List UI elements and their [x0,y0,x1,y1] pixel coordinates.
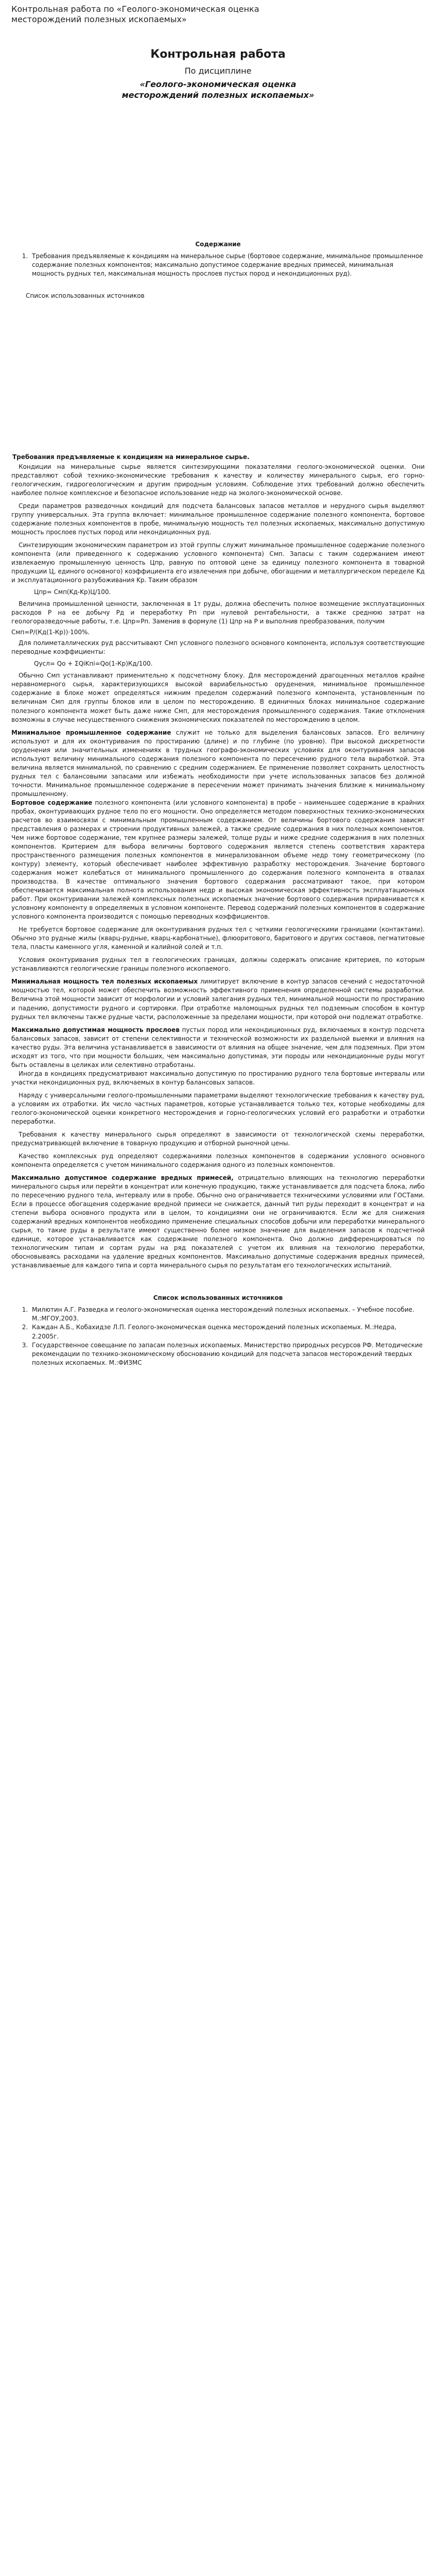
paragraph: Минимальная мощность тел полезных ископаемых лимитирует включение в контур запасов сечений с недостаточной мощностью тел, которой может обеспечить возможность эффективного применения определенной системы разработки. Величина этой мощности зависит от морфологии и условий залегания рудных тел, минимальной мощности по простиранию и падению, допустимости рудного и сортировки. При отработке маломощных рудных тел подземным способом в контур рудных тел включены также рудные части, расположенные за пределами мощности, при которой они подлежат отработке. [11,978,425,1021]
main-content [11,453,425,1270]
paragraph: Бортовое содержание полезного компонента (или условного компонента) в пробе – наименьшее содержание в крайних пробах, оконтуривающих рудное тело по его мощности. Оно определяется методом поверхностных технико-экономических расчетов во взаимосвязи с минимальным промышленным содержанием. От величины бортового содержания зависят представления о размерах и строении продуктивных залежей, а также средние содержания в них полезных компонентов. Чем ниже бортовое содержание, тем крупнее размеры залежей, толще руды и ниже средние содержания в них полезных компонентов. Критерием для выбора величины бортового содержания является степень соответствия характера пространственного размещения полезных компонентов в минерализованном объеме недр тому геометрическому (по контуру) элементу, который обеспечивает наиболее эффективную разработку месторождения. Значение бортового содержания может колебаться от минимального промышленного до содержания полезного компонента в отвалах производства. В качестве оптимального значения бортового содержания рассматривают такое, при котором обеспечивается максимальная полнота использования недр и высокая экономическая эффективность эксплуатационных работ. При оконтуривании залежей комплексных полезных ископаемых значение бортового содержания приравнивается к условному компоненту в определяемых в условном компоненте. Перевод содержаний полезных компонентов в содержание условного компонента производится с помощью переводных коэффициентов. [11,799,425,921]
paragraph: Качество комплексных руд определяют содержаниями полезных компонентов в содержании условного основного компонента определяется с учетом минимального содержания одного из полезных компонентов. [11,1152,425,1169]
source-item: 3. Государственное совещание по запасам полезных ископаемых. Министерство природных ресурсов РФ. Методические рекомендации по технико-экономическому обоснованию кондиций для подсчета запасов месторождений твердых полезных ископаемых. М.:ФИЗМС [30,1341,425,1367]
document-header [11,4,425,25]
paragraph: Минимальное промышленное содержание служит не только для выделения балансовых запасов. Его величину используют и для их оконтуривания по простиранию (длине) и по глубине (по уровню). При высокой дискретности оруденения или значительных изменениях в трудных географо-экономических условиях для оконтуривания запасов используют величину минимального содержания полезного компонента по пересечению рудного тела выработкой. Эта величина является минимальной, по сравнению с средним содержанием. Ее применение позволяет сохранить целостность рудных тел с балансовыми запасами или избежать необходимости при учете использованных запасов без должной точности. Минимальное промышленное содержание в пересечении может принимать значения близкие к минимальному промышленному. [11,728,425,798]
term: Минимальное промышленное содержание [11,728,171,736]
paragraph: Наряду с универсальными геолого-промышленными параметрами выделяют технологические требования к качеству руд, а условиям их отработки. Их число частных параметров, которые устанавливается только тех, которые необходимы для геолого-экономической оценки конкретного месторождения и горно-геологических условий его разработки и отработки переработки. [11,1091,425,1125]
paragraph: Синтезирующим экономическим параметром из этой группы служит минимальное промышленное содержание полезного компонента (или приведенного к содержанию условного компонента) Cмп. Запасы с таким содержанием имеют извлекаемую промышленную ценность Цпр, равную по оптовой цене за единицу полезного компонента в товарной продукции Ц, единого основного) коэффициента его извлечения при добыче, обогащении и металлургическом переделе Kд и эксплуатационного разубоживания Kр. Таким образом [11,541,425,584]
document-topic: «Геолого-экономическая оценка месторождений полезных ископаемых» [121,79,315,100]
paragraph: Не требуется бортовое содержание для оконтуривания рудных тел с четкими геологическими границами (контактами). Обычно это рудные жилы (кварц-рудные, кварц-карбонатные), флюоритового, баритового и других составов, пегматитовые тела, пласты каменного угля, каменной и калийной солей и т.п. [11,926,425,951]
toc-list [11,252,425,278]
document-subject: По дисциплине [184,66,252,76]
toc-title: Содержание [195,240,241,248]
paragraph: Для полиметаллических руд рассчитывают Cмп условного полезного основного компонента, используя соответствующие переводные коэффициенты: [11,639,425,656]
formula: Цпр= Cмп(Kд-Kр)Ц/100. [34,588,111,596]
paragraph: Среди параметров разведочных кондиций для подсчета балансовых запасов металлов и нерудного сырья выделяют группу универсальных. Эта группа включает: минимальное промышленное содержание полезного компонента, бортовое содержание полезных компонентов в пробе, минимальную мощность тел полезных ископаемых, максимально допустимую мощность прослоев пустых пород или некондиционных руд. [11,502,425,536]
document-title: Контрольная работа [150,48,286,61]
term: Максимально допустимое содержание вредных примесей, [11,1174,234,1182]
source-item: 1. Милютин А.Г. Разведка и геолого-экономическая оценка месторождений полезных ископаемых. – Учебное пособие. М.:МГОУ,2003. [30,1306,425,1323]
paragraph: Кондиции на минеральные сырье является синтезирующими показателями геолого-экономической оценки. Они представляют собой технико-экономические требования к качеству и количеству минерального сырья, его горно-геологическим, гидрогеологическим и другим природным условиям. Соблюдение этих требований должно обеспечить наиболее полное комплексное и безопасное использование недр на эколого-экономической основе. [11,463,425,497]
paragraph: Условия оконтуривания рудных тел в геологических границах, должны содержать описание критериев, по которым устанавливаются геологические границы полезного ископаемого. [11,956,425,973]
header-line-2: месторождений полезных ископаемых» [11,14,187,24]
title-block [11,46,425,101]
paragraph: Иногда в кондициях предусматривают максимально допустимую по простиранию рудного тела бортовые интервалы или участки некондиционных руд, включаемых в контур балансовых запасов. [11,1070,425,1086]
paragraph: Максимально допустимая мощность прослоев пустых пород или некондиционных руд, включаемых в контур подсчета балансовых запасов, зависит от степени селективности и технической возможности их раздельной выемки и влияния на качество руды. Эта величина устанавливается в зависимости от влияния на общее значение, чем для подземных. При этом исходят из того, что при мощности больших, чем максимально допустимая, эти породы или некондиционные руды могут быть оставлены в целиках или селективно отработаны. [11,1026,425,1069]
paragraph: Максимально допустимое содержание вредных примесей, отрицательно влияющих на технологию переработки минерального сырья или перейти в концентрат или конечную продукцию, также устанавливается для подсчета блока, либо по пересечению рудного тела, интервалу или в пробе. Обычно оно ограничивается техническими условиями или ГОСТами. Если в процессе обогащения содержание вредной примеси не снижается, данный тип руды переходит в концентрат и на степени выбора основного продукта или в целом, то кондициями они не ограничиваются. Если же для снижения содержаний вредных компонентов необходимо применение специальных способов добычи или переработки минерального сырья, то такие руды в результате имеют существенно более низкое значение для выделения запасов к подсчетной единице, которое устанавливается как содержание полезного компонента. Оно должно дифференцироваться по технологическим типам и сортам руды на ряд показателей с учетом их влияния на технологию переработки, обосновываясь расходами на удаление вредных компонентов. Максимально допустимые содержания вредных примесей, устанавливаемые для каждого типа и сорта минерального сырья по результатам его технологических испытаний. [11,1174,425,1269]
section-title: Требования предъявляемые к кондициям на минеральное сырье. [12,453,250,461]
paragraph: Обычно Cмп устанавливают применительно к подсчетному блоку. Для месторождений драгоценных металлов крайне неравномерного сырья, характеризующихся высокой вариабельностью оруденения, минимальное промышленное содержание в блоке может определяться нижним пределом содержаний полезного компонента, установленным по величинам Cмп для группы блоков или в целом по месторождению. В единичных блоках минимальное содержание полезного компонента может быть даже ниже Cмп, для месторождения промышленного содержания. Такие отклонения возможны в случае несущественного снижения экономических показателей по месторождению в целом. [11,672,425,723]
term: Максимально допустимая мощность прослоев [11,1026,180,1033]
table-of-contents [11,240,425,300]
paragraph: Величина промышленной ценности, заключенная в 1т руды, должна обеспечить полное возмещение эксплуатационных расходов Р на ее добычу Рд и переработку Рп при нулевой рентабельности, а также среднюю затрат на геологоразведочные работы, т.е. Цпр=Рп. Заменив в формуле (1) Цпр на Р и выполнив преобразования, получим [11,600,425,625]
toc-item: 1. Требования предъявляемые к кондициям на минеральное сырье (бортовое содержание, минимальное промышленное содержание полезных компонентов; максимально допустимое содержание вредных примесей, минимальная мощность рудных тел, максимальная мощность прослоев пустых пород и некондиционных руд). [30,252,425,278]
formula: Qусл= Qо + ΣQiKпi=Qо(1-Кр)Кд/100. [34,660,153,668]
formula: Cмп=Р/(Кд(1-Кр))·100%. [11,629,90,636]
sources-list [11,1306,425,1367]
term: Минимальная мощность тел полезных ископаемых [11,978,198,986]
toc-sources-item: Список использованных источников [26,292,145,299]
sources-section [11,1294,425,1367]
source-item: 2. Каждан А.Б., Кобахидзе Л.П. Геолого-экономическая оценка месторождений полезных ископаемых. М.:Недра, 2.2005г. [30,1323,425,1341]
term: Бортовое содержание [11,799,93,806]
paragraph: Требования к качеству минерального сырья определяют в зависимости от технологической схемы переработки, предусматривающей включение в товарную продукцию и отборной рыночной цены. [11,1130,425,1147]
header-line-1: Контрольная работа по «Геолого-экономическая оценка [11,4,259,14]
sources-title: Список использованных источников [153,1294,283,1302]
